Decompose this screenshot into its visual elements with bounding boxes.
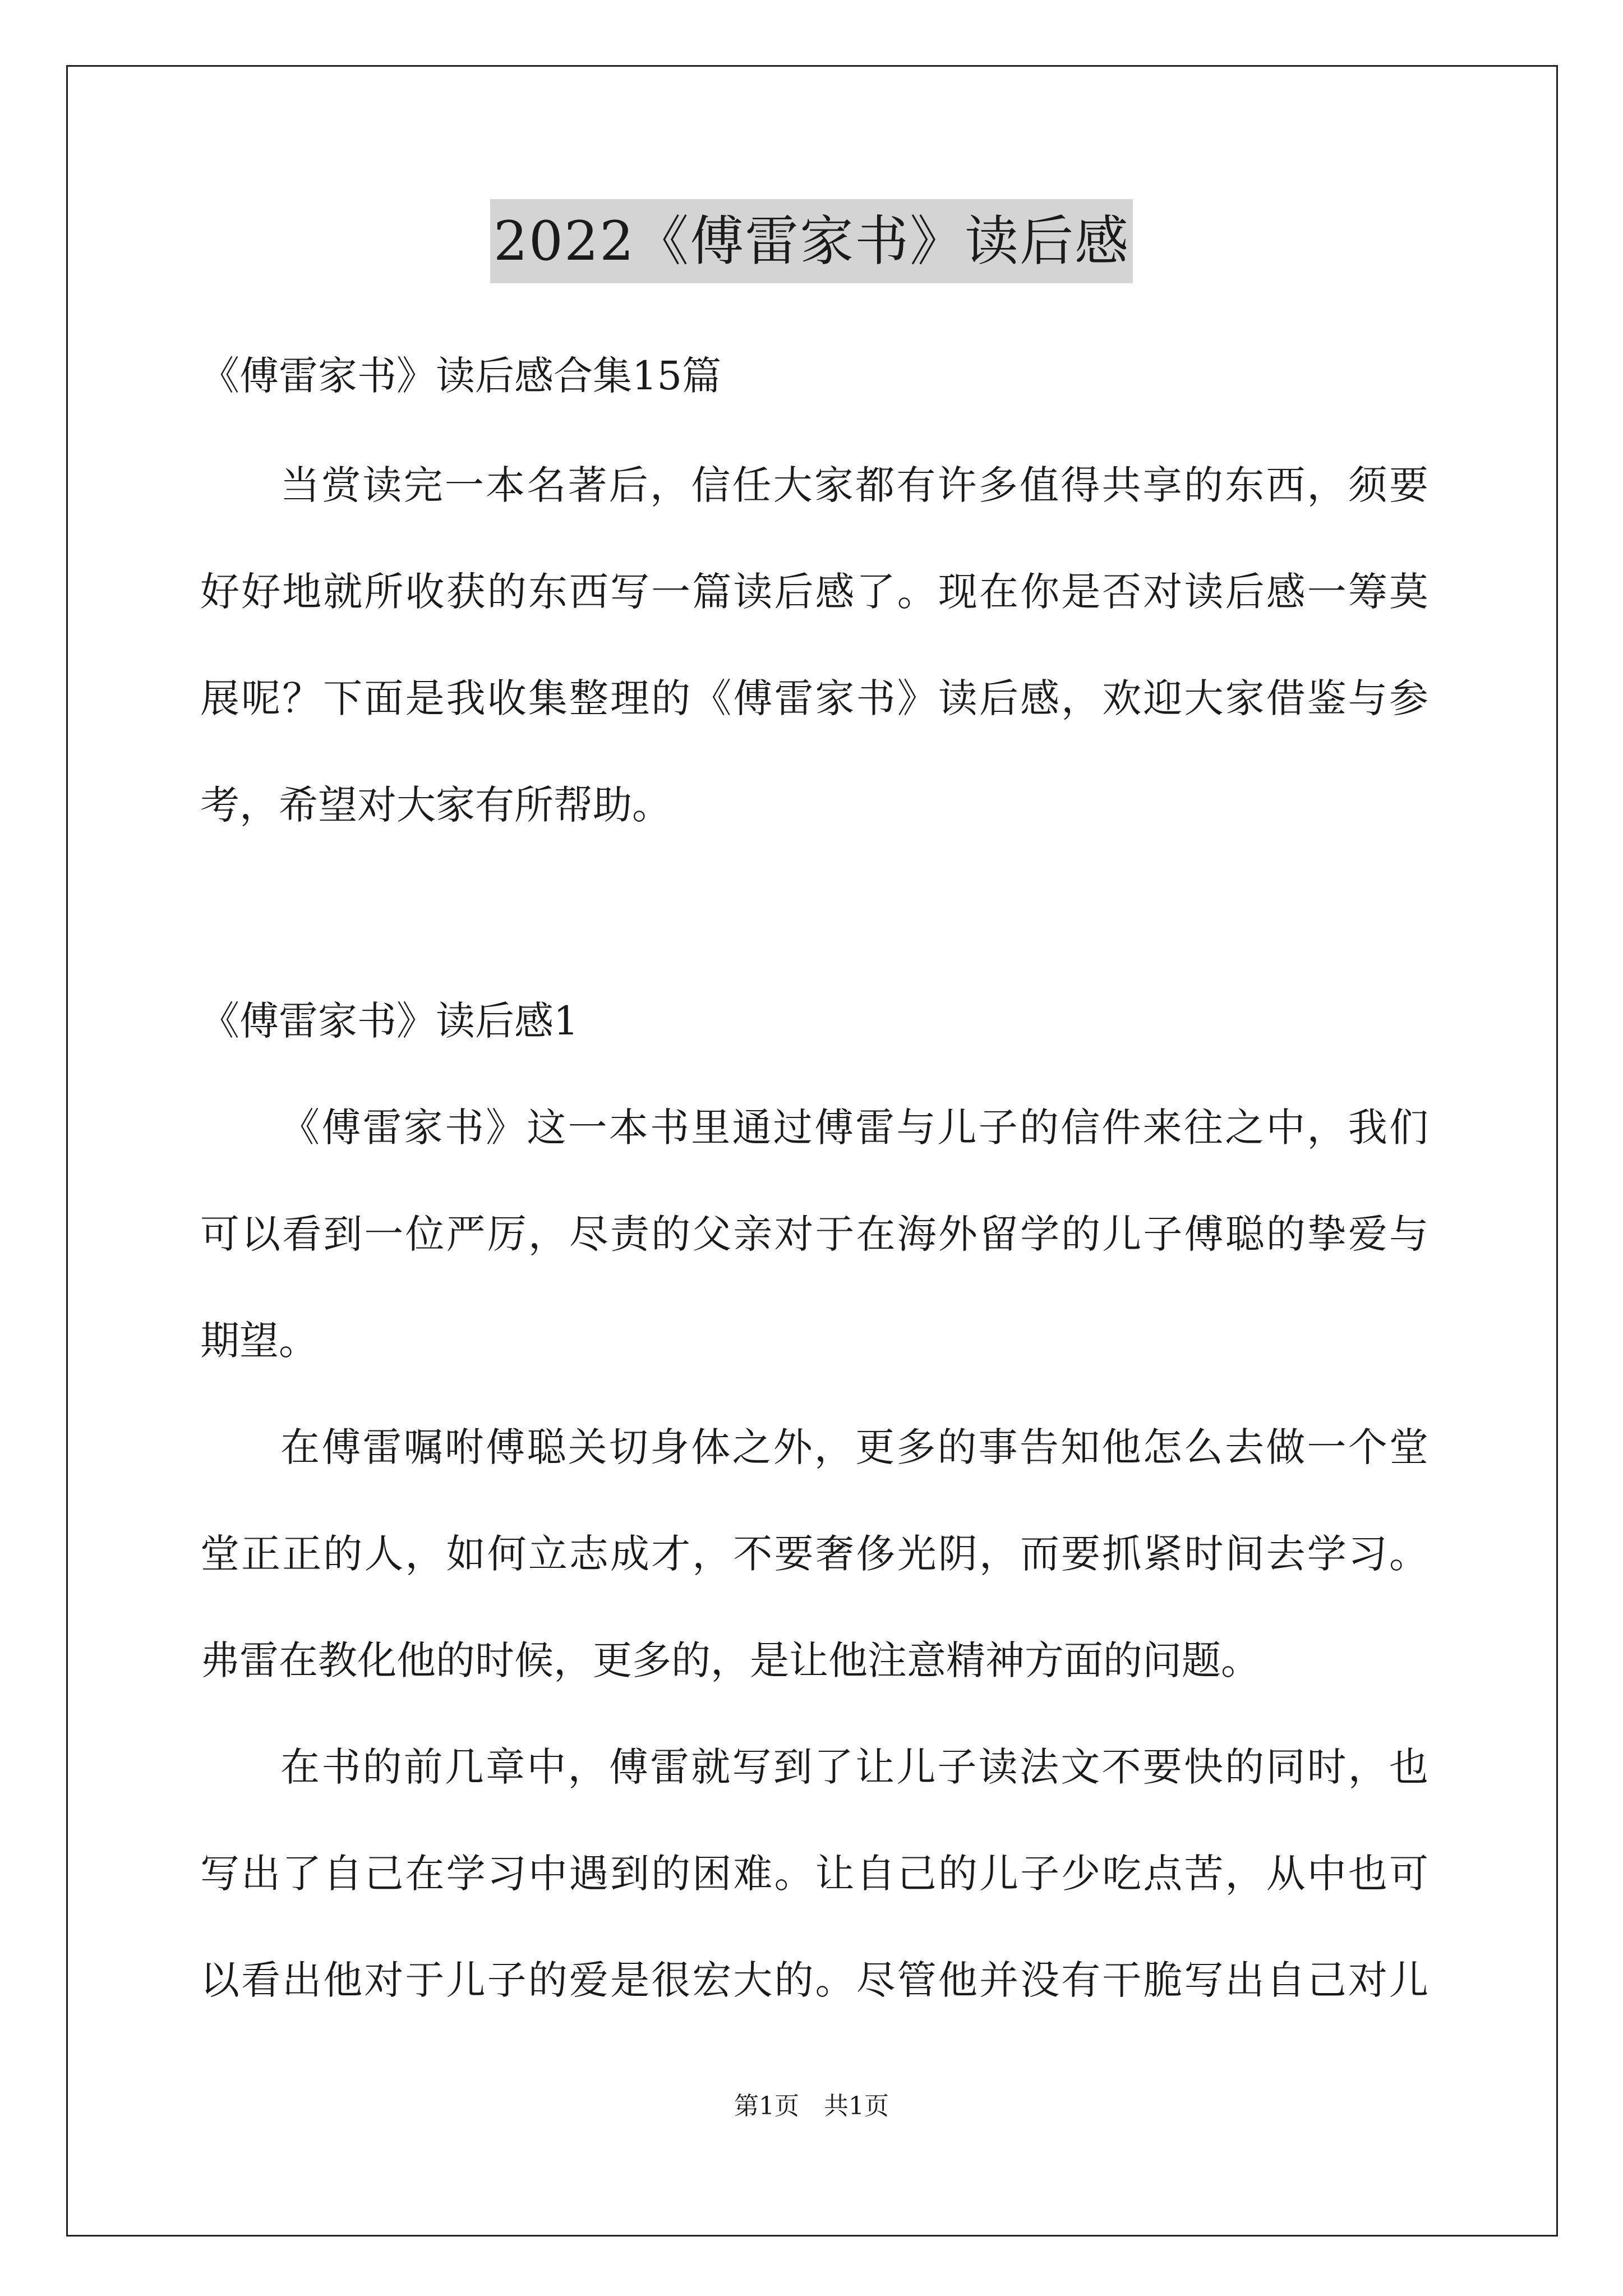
intro-line-3: 展呢？下面是我收集整理的《傅雷家书》读后感，欢迎大家借鉴与参	[200, 675, 1428, 721]
paragraph2-line-1: 在傅雷嘱咐傅聪关切身体之外，更多的事告知他怎么去做一个堂	[280, 1424, 1428, 1470]
paragraph2-line-3: 弗雷在教化他的时候，更多的，是让他注意精神方面的问题。	[200, 1637, 1260, 1683]
paragraph3-line-1: 在书的前几章中，傅雷就写到了让儿子读法文不要快的同时，也	[280, 1744, 1428, 1790]
intro-line-1: 当赏读完一本名著后，信任大家都有许多值得共享的东西，须要	[280, 462, 1428, 508]
intro-line-4: 考，希望对大家有所帮助。	[200, 782, 671, 828]
page-footer: 第1页 共1页	[734, 2092, 889, 2120]
section-heading: 《傅雷家书》读后感1	[200, 998, 579, 1044]
paragraph1-line-3: 期望。	[200, 1318, 318, 1364]
paragraph1-line-2: 可以看到一位严厉，尽责的父亲对于在海外留学的儿子傅聪的挚爱与	[200, 1211, 1428, 1257]
paragraph3-line-3: 以看出他对于儿子的爱是很宏大的。尽管他并没有干脆写出自己对儿	[200, 1957, 1428, 2003]
document-title: 2022《傅雷家书》读后感	[490, 199, 1133, 283]
document-subtitle: 《傅雷家书》读后感合集15篇	[200, 353, 722, 399]
paragraph3-line-2: 写出了自己在学习中遇到的困难。让自己的儿子少吃点苦，从中也可	[200, 1851, 1428, 1897]
title-container	[0, 199, 1623, 283]
intro-line-2: 好好地就所收获的东西写一篇读后感了。现在你是否对读后感一筹莫	[200, 569, 1428, 615]
paragraph1-line-1: 《傅雷家书》这一本书里通过傅雷与儿子的信件来往之中，我们	[280, 1105, 1428, 1151]
paragraph2-line-2: 堂正正的人，如何立志成才，不要奢侈光阴，而要抓紧时间去学习。	[200, 1531, 1428, 1577]
